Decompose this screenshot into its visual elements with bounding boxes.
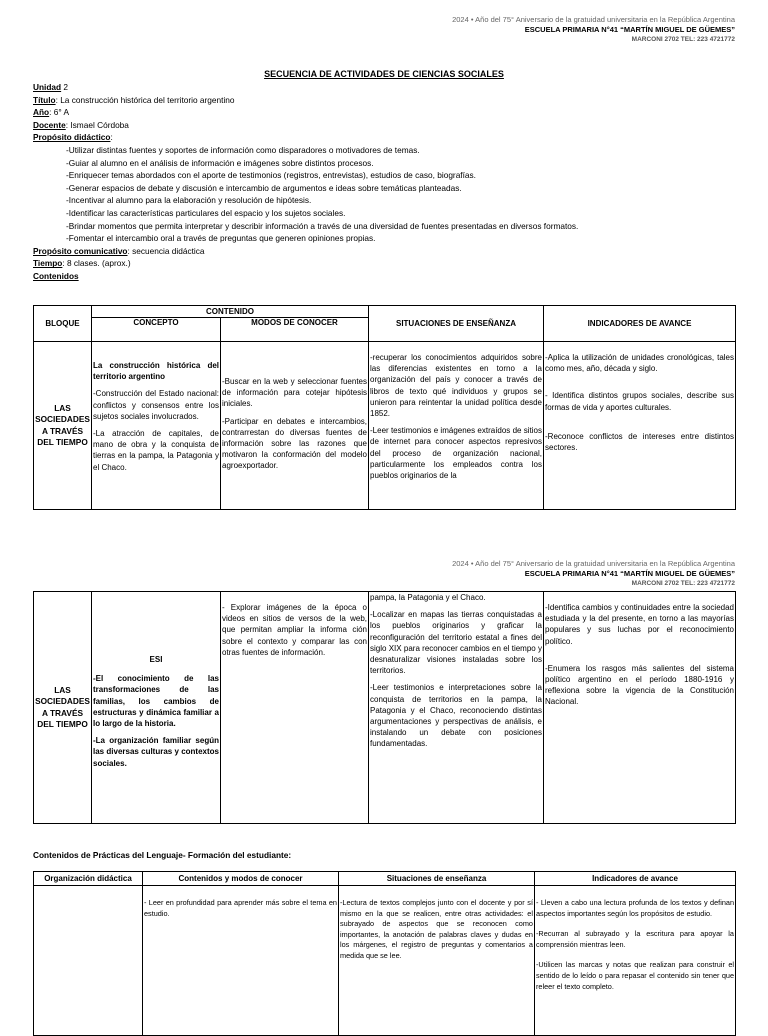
- concepto-item: -La organización familiar según las diversas culturas y contextos sociales.: [93, 736, 219, 768]
- content-table-2: [33, 591, 736, 824]
- concepto-item: -La atracción de capitales, de mano de obra y la conquista de tierras en la pampa, la Patagonia y el Chaco.: [93, 429, 219, 472]
- situaciones-item: pampa, la Patagonia y el Chaco.: [370, 593, 486, 602]
- indicadores-cell: [535, 886, 736, 1036]
- modos-cell: [221, 342, 369, 510]
- indicadores-item: -Aplica la utilización de unidades cronológicas, tales como mes, año, década y siglo.: [545, 353, 734, 374]
- header-indicadores: Indicadores de avance: [535, 872, 736, 886]
- unidad-key: Unidad: [33, 82, 62, 92]
- school-header: [452, 15, 735, 45]
- indicadores-item: -Reconoce conflictos de intereses entre distintos sectores.: [545, 431, 734, 453]
- indicadores-item: -Identifica cambios y continuidades entre la sociedad estudiada y la del presente, en torno a las mayorías populares y sus luchas por el reconocimiento político.: [545, 603, 734, 646]
- docente-value: : Ismael Córdoba: [65, 119, 129, 130]
- concepto-cell: [92, 342, 221, 510]
- header-contenidos: Contenidos y modos de conocer: [143, 872, 339, 886]
- modos-cell: [221, 592, 369, 824]
- header-anniversary: 2024 • Año del 75° Aniversario de la gratuidad universitaria en la República Argentina: [452, 15, 735, 24]
- metadata-block: [33, 81, 733, 283]
- header-anniversary: 2024 • Año del 75° Aniversario de la gratuidad universitaria en la República Argentina: [452, 559, 735, 568]
- header-situaciones: Situaciones de enseñanza: [339, 872, 535, 886]
- situaciones-cell: [339, 886, 535, 1036]
- content-table-3: [33, 871, 736, 1036]
- indicadores-item: - Lleven a cabo una lectura profunda de los textos y definan aspectos importantes según los propósitos de estudio.: [536, 898, 734, 918]
- tiempo-value: : 8 clases. (aprox.): [62, 258, 131, 269]
- unidad-value: 2: [61, 82, 69, 92]
- proposito-item: -Enriquecer temas abordados con el aporte de testimonios (registros, entrevistas), estudios de caso, biografías.: [66, 170, 476, 181]
- situaciones-item: -Leer testimonios e imágenes extraídos de sitios de internet para conocer aspectos represivos del proceso de organización nacional, particularmente los empleados contra los pueblos originarios de la: [370, 426, 542, 481]
- modos-item: - Explorar imágenes de la época o videos en sitios de versos de la web, que permitan ampliar la informa ción sobre el contexto y comparar las con otras fuentes de información.: [222, 603, 367, 657]
- anio-value: : 6° A: [49, 107, 70, 118]
- titulo-value: : La construcción histórica del territorio argentino: [55, 94, 235, 105]
- esi-label: ESI: [149, 655, 163, 664]
- header-address: MARCONI 2702 TEL: 223 4721772: [631, 580, 735, 587]
- situaciones-cell: [369, 592, 544, 824]
- organizacion-cell: [34, 886, 143, 1036]
- bloque-cell: LAS SOCIEDADES A TRAVÉS DEL TIEMPO: [34, 342, 92, 510]
- concepto-item: La construcción histórica del territorio argentino: [93, 361, 219, 382]
- contenidos-key: Contenidos: [33, 270, 79, 281]
- comunicativo-value: : secuencia didáctica: [127, 245, 205, 256]
- indicadores-item: - Identifica distintos grupos sociales, describe sus formas de vida y aportes culturales.: [545, 391, 734, 412]
- anio-key: Año: [33, 107, 50, 118]
- header-address: MARCONI 2702 TEL: 223 4721772: [631, 36, 735, 43]
- header-school-name: ESCUELA PRIMARIA N°41 “MARTÍN MIGUEL DE GÜEMES”: [524, 25, 735, 34]
- header-organizacion: Organización didáctica: [34, 872, 143, 886]
- modos-item: -Buscar en la web y seleccionar fuentes de información para cotejar hipótesis iniciales.: [222, 377, 367, 409]
- docente-key: Docente: [33, 119, 66, 130]
- proposito-item: -Identificar las características particulares del espacio y los sujetos sociales.: [66, 207, 346, 218]
- modos-item: -Participar en debates e intercambios, contrarrestan do diversas fuentes de información sobre las razones que motivaron la conformación del modelo agroexportador.: [222, 416, 367, 471]
- proposito-value: :: [110, 132, 113, 143]
- tiempo-key: Tiempo: [33, 258, 63, 269]
- section-title: Contenidos de Prácticas del Lenguaje- Formación del estudiante:: [33, 850, 292, 860]
- header-indicadores: INDICADORES DE AVANCE: [544, 306, 736, 342]
- header-modos: MODOS DE CONOCER: [221, 318, 369, 342]
- situaciones-item: -Leer testimonios e interpretaciones sobre la conquista de territorios en la pampa, la Patagonia y el Chaco, reconociendo distintas argumentaciones y perspectivas de análisis, e instalando un debate con posiciones fundamentadas.: [370, 683, 542, 749]
- contenidos-cell: [143, 886, 339, 1036]
- proposito-item: -Incentivar al alumno para la elaboración y resolución de hipótesis.: [66, 195, 312, 206]
- comunicativo-key: Propósito comunicativo: [33, 245, 128, 256]
- school-header-2: [452, 559, 735, 589]
- situaciones-item: -recuperar los conocimientos adquiridos sobre las diferencias existentes en torno a la organización del país y conocer a través de libros de texto qué individuos y grupos se unieron para reintentar la unidad política desde 1852.: [370, 353, 542, 419]
- indicadores-item: -Enumera los rasgos más salientes del sistema político argentino en el período 1880-1916 y reflexiona sobre la vigencia de la Constitución Nacional.: [545, 663, 734, 707]
- header-concepto: CONCEPTO: [92, 318, 221, 342]
- document-title: SECUENCIA DE ACTIVIDADES DE CIENCIAS SOCIALES: [264, 69, 504, 79]
- concepto-item: -Construcción del Estado nacional: conflictos y consensos entre los sujetos sociales involucrados.: [93, 389, 219, 421]
- proposito-key: Propósito didáctico: [33, 132, 111, 143]
- header-bloque: BLOQUE: [34, 306, 92, 342]
- proposito-item: -Guiar al alumno en el análisis de información e imágenes sobre distintos procesos.: [66, 157, 374, 168]
- proposito-item: -Generar espacios de debate y discusión e intercambio de argumentos e ideas sobre temáticas planteadas.: [66, 182, 462, 193]
- situaciones-item: -Lectura de textos complejos junto con el docente y por sí mismo en la que se realicen, entre otras actividades: el subrayado de aspectos que se reconocen como importantes, la anotación de palabras claves y dudas en los márgenes, el registro de preguntas y comentarios a medida que se lee.: [340, 898, 533, 960]
- bloque-cell: LAS SOCIEDADES A TRAVÉS DEL TIEMPO: [34, 592, 92, 824]
- header-situaciones: SITUACIONES DE ENSEÑANZA: [369, 306, 544, 342]
- proposito-item: -Brindar momentos que permita interpretar y describir información a través de una diversidad de fuentes presentadas en diversos formatos.: [66, 220, 579, 231]
- contenidos-item: - Leer en profundidad para aprender más sobre el tema en estudio.: [144, 898, 337, 918]
- concepto-esi-cell: [92, 592, 221, 824]
- indicadores-cell: [544, 342, 736, 510]
- indicadores-item: -Utilicen las marcas y notas que realizan para construir el sentido de lo leído o para repasar el contenido sin tener que releer el texto completo.: [536, 960, 734, 991]
- proposito-item: -Fomentar el intercambio oral a través de preguntas que generen opiniones propias.: [66, 233, 376, 244]
- indicadores-cell: [544, 592, 736, 824]
- header-contenido: CONTENIDO: [92, 306, 369, 318]
- header-school-name: ESCUELA PRIMARIA N°41 “MARTÍN MIGUEL DE GÜEMES”: [524, 569, 735, 578]
- concepto-item: -El conocimiento de las transformaciones de las familias, los cambios de estructuras y dinámica familiar a lo largo de la historia.: [93, 674, 219, 729]
- situaciones-item: -Localizar en mapas las tierras conquistadas a los pueblos originarios y graficar la reconfiguración del territorio estatal a fines del siglo XIX para reconocer cambios en el tiempo y desnaturalizar visiones instaladas sobre los territorios.: [370, 610, 542, 676]
- proposito-item: -Utilizar distintas fuentes y soportes de información como disparadores o motivadores de temas.: [66, 144, 420, 155]
- content-table-1: [33, 305, 736, 510]
- situaciones-cell: [369, 342, 544, 510]
- indicadores-item: -Recurran al subrayado y la escritura para apoyar la comprensión mientras leen.: [536, 929, 734, 949]
- titulo-key: Título: [33, 94, 56, 105]
